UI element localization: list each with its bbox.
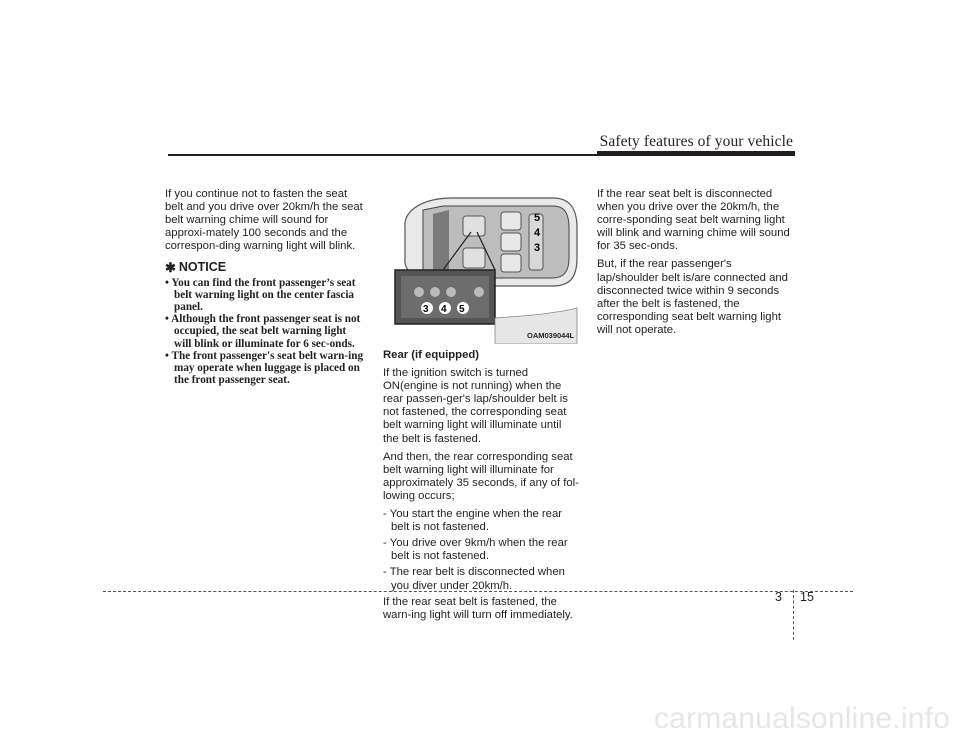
- section-number: 3: [775, 590, 782, 604]
- page-number: 15: [800, 590, 814, 604]
- paragraph: If the ignition switch is turned ON(engine is not running) when the rear passen-ger's lap/shoulder belt is not fastened, the corresponding seat belt warning light will illuminate until the belt is fastened.: [383, 367, 568, 445]
- seat-belt-figure: [383, 188, 579, 344]
- page-number-divider: [793, 590, 794, 640]
- footer-dashed-rule: [103, 591, 853, 592]
- notice-item-text: Although the front passenger seat is not occupied, the seat belt warning light will blink or illuminate for 6 sec-onds.: [171, 313, 361, 350]
- paragraph: If the rear seat belt is fastened, the warn-ing light will turn off immediately.: [383, 595, 573, 621]
- notice-item: • You can find the front passenger’s seat belt warning light on the center fascia panel.: [165, 276, 356, 313]
- notice-list: [165, 277, 365, 387]
- notice-item-text: The front passenger's seat belt warn-ing may operate when luggage is placed on the front passenger seat.: [171, 349, 364, 387]
- paragraph: If the rear seat belt is disconnected when you drive over the 20km/h, the corre-sponding seat belt warning light will blink and warning chime will sound for 35 sec-onds.: [597, 188, 790, 253]
- dash-item: - You start the engine when the rear belt is not fastened.: [383, 508, 562, 534]
- dash-item: - The rear belt is disconnected when you diver under 20km/h.: [383, 566, 565, 592]
- panel-seat-label: 4: [441, 304, 447, 315]
- star-icon: ✱: [165, 260, 176, 276]
- notice-item-text: You can find the front passenger’s seat belt warning light on the center fascia panel.: [171, 276, 356, 313]
- figure-code: OAM039044L: [527, 331, 575, 340]
- intro-paragraph: If you continue not to fasten the seat belt and you drive over 20km/h the seat belt warning chime will sound for approxi-mately 100 seconds and the correspon-ding warning light will blink.: [165, 188, 363, 253]
- header-rule: [168, 154, 795, 156]
- paragraph: But, if the rear passenger's lap/shoulder belt is/are connected and disconnected twice within 9 seconds after the belt is fastened, the corresponding seat belt warning light will not operate.: [597, 258, 788, 336]
- page-header-title: Safety features of your vehicle: [599, 133, 793, 150]
- car-seat-label: 3: [534, 242, 541, 254]
- notice-heading: [165, 261, 365, 274]
- panel-seat-label: 5: [459, 304, 465, 315]
- watermark-text: carmanualsonline.info: [653, 702, 950, 735]
- watermark-footer: [0, 700, 960, 742]
- column-middle: [383, 349, 579, 627]
- car-seat-label: 5: [534, 212, 541, 224]
- notice-label: NOTICE: [178, 260, 227, 275]
- column-right: [597, 188, 795, 342]
- notice-item: • Although the front passenger seat is not occupied, the seat belt warning light will blink or illuminate for 6 sec-onds.: [165, 313, 361, 350]
- car-seat-label: 4: [534, 227, 541, 239]
- dash-item: - You drive over 9km/h when the rear belt is not fastened.: [383, 537, 568, 563]
- panel-seat-label: 3: [423, 304, 429, 315]
- car-topview-illustration: [383, 188, 579, 344]
- notice-item: • The front passenger's seat belt warn-ing may operate when luggage is placed on the front passenger seat.: [165, 349, 364, 387]
- column-left: [165, 188, 365, 386]
- paragraph: And then, the rear corresponding seat belt warning light will illuminate for approximately 35 seconds, if any of fol-lowing occurs;: [383, 450, 579, 502]
- section-heading: Rear (if equipped): [383, 349, 480, 361]
